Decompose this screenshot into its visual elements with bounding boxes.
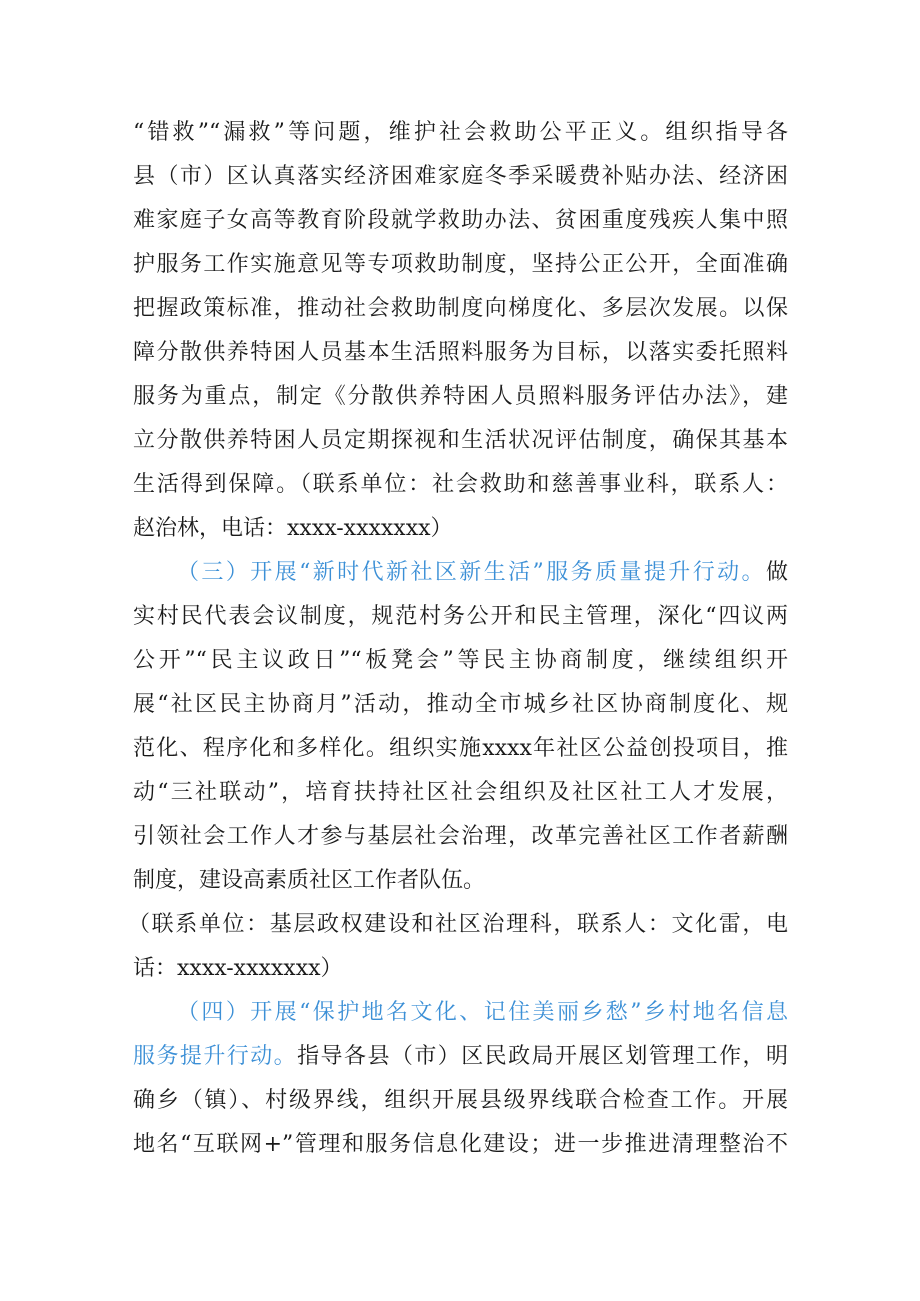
section-heading: （三）开展“新时代新社区新生活”服务质量提升行动。 — [177, 560, 766, 585]
section-heading-line — [177, 991, 788, 1035]
paragraph-line: 难家庭子女高等教育阶段就学救助办法、贫困重度残疾人集中照 — [133, 208, 788, 233]
paragraph-line: 制度，建设高素质社区工作者队伍。 — [133, 868, 486, 893]
paragraph-line: 县（市）区认真落实经济困难家庭冬季采暖费补贴办法、经济困 — [133, 164, 788, 189]
section-heading-tail: 指导各县（市）区民政局开展区划管理工作，明 — [297, 1044, 788, 1069]
paragraph-line: 公开”“民主议政日”“板凳会”等民主协商制度，继续组织开 — [133, 648, 788, 673]
section-heading-line — [133, 1035, 788, 1079]
section-heading-continued: 服务提升行动。 — [133, 1044, 298, 1069]
paragraph-line: 实村民代表会议制度，规范村务公开和民主管理，深化“四议两 — [133, 604, 788, 629]
paragraph-line: 护服务工作实施意见等专项救助制度，坚持公正公开，全面准确 — [133, 252, 788, 277]
contact-line: 话：xxxx-xxxxxxx） — [133, 956, 343, 981]
paragraph-line: 障分散供养特困人员基本生活照料服务为目标，以落实委托照料 — [133, 340, 788, 365]
paragraph-line: 立分散供养特困人员定期探视和生活状况评估制度，确保其基本 — [133, 428, 788, 453]
section-heading: （四）开展“保护地名文化、记住美丽乡愁”乡村地名信息 — [177, 1000, 788, 1025]
paragraph-line: 赵治林，电话：xxxx-xxxxxxx） — [133, 516, 453, 541]
paragraph-line: 引领社会工作人才参与基层社会治理，改革完善社区工作者薪酬 — [133, 824, 788, 849]
paragraph-line: “错救”“漏救”等问题，维护社会救助公平正义。组织指导各 — [133, 120, 788, 145]
paragraph-line: 确乡（镇）、村级界线，组织开展县级界线联合检查工作。开展 — [133, 1088, 788, 1113]
paragraph-line: 范化、程序化和多样化。组织实施xxxx年社区公益创投项目，推 — [133, 736, 788, 761]
paragraph-line: 把握政策标准，推动社会救助制度向梯度化、多层次发展。以保 — [133, 296, 788, 321]
paragraph-line: 动“三社联动”，培育扶持社区社会组织及社区社工人才发展， — [133, 780, 788, 805]
paragraph-line: 生活得到保障。（联系单位：社会救助和慈善事业科，联系人： — [133, 472, 788, 497]
paragraph-line: 地名“互联网+”管理和服务信息化建设；进一步推进清理整治不 — [133, 1132, 788, 1157]
section-heading-line — [177, 551, 788, 595]
paragraph-line: 展“社区民主协商月”活动，推动全市城乡社区协商制度化、规 — [133, 692, 788, 717]
paragraph-line: 服务为重点，制定《分散供养特困人员照料服务评估办法》，建 — [133, 384, 788, 409]
contact-line: （联系单位：基层政权建设和社区治理科，联系人：文化雷，电 — [128, 912, 788, 937]
section-heading-tail: 做 — [765, 560, 788, 585]
